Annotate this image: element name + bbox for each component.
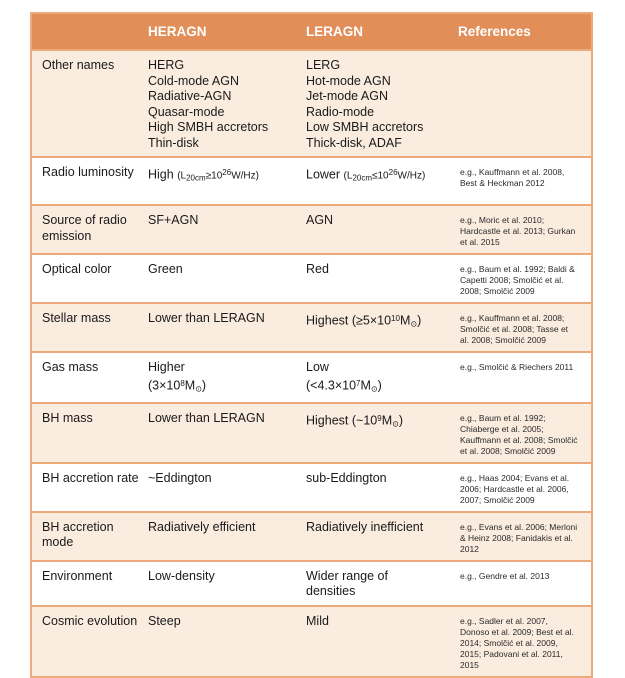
text-segment: M	[399, 313, 411, 328]
text-segment: 26	[388, 168, 398, 177]
row-label: Radio luminosity	[42, 165, 134, 179]
leragn-cell	[304, 206, 456, 253]
row-label: Environment	[42, 568, 113, 583]
leragn-cell	[304, 304, 456, 351]
cell-line: Radiatively inefficient	[306, 519, 424, 534]
cell-line: Quasar-mode	[148, 104, 225, 119]
text-segment: 20cm	[186, 173, 206, 183]
table-row	[32, 302, 591, 351]
row-label: Cosmic evolution	[42, 613, 138, 628]
text-segment: W/Hz)	[397, 170, 426, 182]
heragn-cell	[146, 513, 304, 560]
references-cell: e.g., Moric et al. 2010; Hardcastle et al. 2013; Gurkan et al. 2015	[460, 215, 576, 247]
row-label: Source of radio emission	[42, 213, 127, 243]
text-segment: 9	[377, 413, 382, 423]
heragn-cell	[146, 255, 304, 302]
cell-line: Low	[306, 360, 329, 374]
header-references: References	[458, 24, 531, 39]
references-cell: e.g., Evans et al. 2006; Merloni & Heinz 2008; Fanidakis et al. 2012	[460, 521, 578, 554]
header-heragn: HERAGN	[148, 24, 207, 39]
references-cell: e.g., Baum et al. 1992; Chiaberge et al. 2005; Kauffmann et al. 2008; Smolčić et al. 2008; Smolčić 2009	[460, 412, 578, 456]
cell-line: Higher	[148, 360, 185, 374]
heragn-cell	[146, 206, 304, 253]
cell-line: densities	[306, 584, 356, 599]
cell-line: Steep	[148, 613, 181, 628]
row-label: Other names	[42, 58, 115, 72]
text-segment: Lower	[306, 167, 344, 182]
cell-line: Low-density	[148, 568, 215, 583]
cell-line	[148, 165, 298, 186]
table-header	[32, 14, 591, 49]
heragn-cell	[146, 464, 304, 511]
cell-line: Lower than LERAGN	[148, 410, 265, 425]
table-row	[32, 351, 591, 402]
heragn-leragn-table	[30, 12, 593, 678]
text-segment: ≤10	[372, 170, 389, 182]
cell-line: Cold-mode AGN	[148, 73, 240, 88]
leragn-cell	[304, 464, 456, 511]
leragn-cell	[304, 607, 456, 676]
leragn-cell	[304, 353, 456, 402]
text-segment: ⊙	[370, 384, 378, 394]
row-label: BH mass	[42, 410, 93, 425]
cell-line: Radiatively efficient	[148, 519, 256, 534]
leragn-cell	[304, 158, 456, 204]
text-segment: )	[377, 378, 382, 393]
heragn-cell	[146, 353, 304, 402]
cell-line: Jet-mode AGN	[306, 89, 388, 103]
references-cell: e.g., Haas 2004; Evans et al. 2006; Hardcastle et al. 2006, 2007; Smolčić 2009	[460, 472, 570, 505]
row-label: Optical color	[42, 262, 112, 276]
text-segment: ⊙	[392, 419, 399, 429]
heragn-cell	[146, 607, 304, 676]
leragn-cell	[304, 513, 456, 560]
cell-line: SF+AGN	[148, 213, 199, 227]
cell-line: High SMBH accretors	[148, 120, 269, 134]
text-segment: Highest (≥5×10	[306, 313, 392, 328]
cell-line: Radio-mode	[306, 104, 375, 119]
leragn-cell	[304, 404, 456, 462]
text-segment: 26	[222, 168, 232, 177]
leragn-cell	[304, 51, 456, 156]
table-row	[32, 560, 591, 605]
text-segment: ⊙	[195, 384, 202, 394]
references-cell: e.g., Sadler et al. 2007, Donoso et al. 2009; Best et al. 2014; Smolčić et al. 2009, 2015; Padovani et al. 2011, 2015	[460, 615, 574, 670]
cell-line: Wider range of	[306, 568, 388, 583]
text-segment: )	[417, 313, 422, 328]
references-cell: e.g., Baum et al. 1992; Baldi & Capetti 2008; Smolčić et al. 2008; Smolčić 2009	[460, 264, 575, 296]
cell-line: Thick-disk, ADAF	[306, 135, 402, 150]
cell-line: Lower than LERAGN	[148, 311, 265, 325]
text-segment: 7	[356, 378, 361, 388]
heragn-cell	[146, 404, 304, 462]
text-segment: ≥10	[205, 170, 223, 182]
cell-line	[306, 376, 450, 397]
cell-line	[306, 411, 450, 432]
leragn-cell	[304, 255, 456, 302]
cell-line: Mild	[306, 613, 329, 628]
text-segment: 10	[391, 314, 400, 323]
heragn-cell	[146, 562, 304, 605]
references-cell: e.g., Gendre et al. 2013	[460, 570, 550, 581]
cell-line	[306, 165, 450, 186]
table-row	[32, 49, 591, 156]
row-label: Stellar mass	[42, 311, 111, 325]
text-segment: High	[148, 167, 178, 182]
text-segment: W/Hz)	[231, 170, 259, 182]
row-label: Gas mass	[42, 360, 99, 374]
text-segment: 20cm	[352, 173, 372, 183]
cell-line	[306, 311, 450, 332]
text-segment: M	[184, 378, 196, 393]
text-segment: (3×10	[148, 378, 181, 393]
references-cell: e.g., Kauffmann et al. 2008; Smolčić et al. 2008; Tasse et al. 2008; Smolčić 2009	[460, 313, 569, 345]
table-row	[32, 204, 591, 253]
table-row	[32, 511, 591, 560]
table-row	[32, 462, 591, 511]
text-segment: (<4.3×10	[306, 378, 357, 393]
text-segment: )	[398, 413, 403, 428]
text-segment: ⊙	[410, 319, 418, 329]
cell-line: Radiative-AGN	[148, 89, 232, 103]
heragn-cell	[146, 51, 304, 156]
table-body	[32, 49, 591, 676]
cell-line: AGN	[306, 213, 334, 227]
cell-line: Low SMBH accretors	[306, 120, 424, 134]
cell-line: ~Eddington	[148, 470, 212, 485]
table-row	[32, 605, 591, 676]
text-segment: (L	[343, 170, 353, 182]
heragn-cell	[146, 304, 304, 351]
references-cell	[456, 51, 591, 156]
header-leragn: LERAGN	[306, 24, 363, 39]
cell-line: Red	[306, 262, 329, 276]
leragn-cell	[304, 562, 456, 605]
cell-line: HERG	[148, 58, 185, 72]
table-row	[32, 156, 591, 204]
row-label: BH accretion mode	[42, 519, 114, 550]
text-segment: M	[381, 413, 393, 428]
cell-line: sub-Eddington	[306, 470, 387, 485]
references-cell: e.g., Kauffmann et al. 2008, Best & Heckman 2012	[460, 167, 565, 188]
text-segment: Highest (~10	[306, 413, 378, 428]
text-segment: 8	[180, 378, 185, 388]
table-row	[32, 253, 591, 302]
cell-line: LERG	[306, 58, 341, 72]
references-cell: e.g., Smolčić & Riechers 2011	[460, 362, 574, 372]
text-segment: (L	[177, 170, 187, 182]
cell-line: Green	[148, 262, 183, 276]
cell-line: Thin-disk	[148, 135, 199, 150]
cell-line	[148, 376, 298, 397]
cell-line: Hot-mode AGN	[306, 73, 391, 88]
text-segment: M	[360, 378, 371, 393]
text-segment: )	[201, 378, 207, 393]
heragn-cell	[146, 158, 304, 204]
table-row	[32, 402, 591, 462]
row-label: BH accretion rate	[42, 470, 139, 485]
